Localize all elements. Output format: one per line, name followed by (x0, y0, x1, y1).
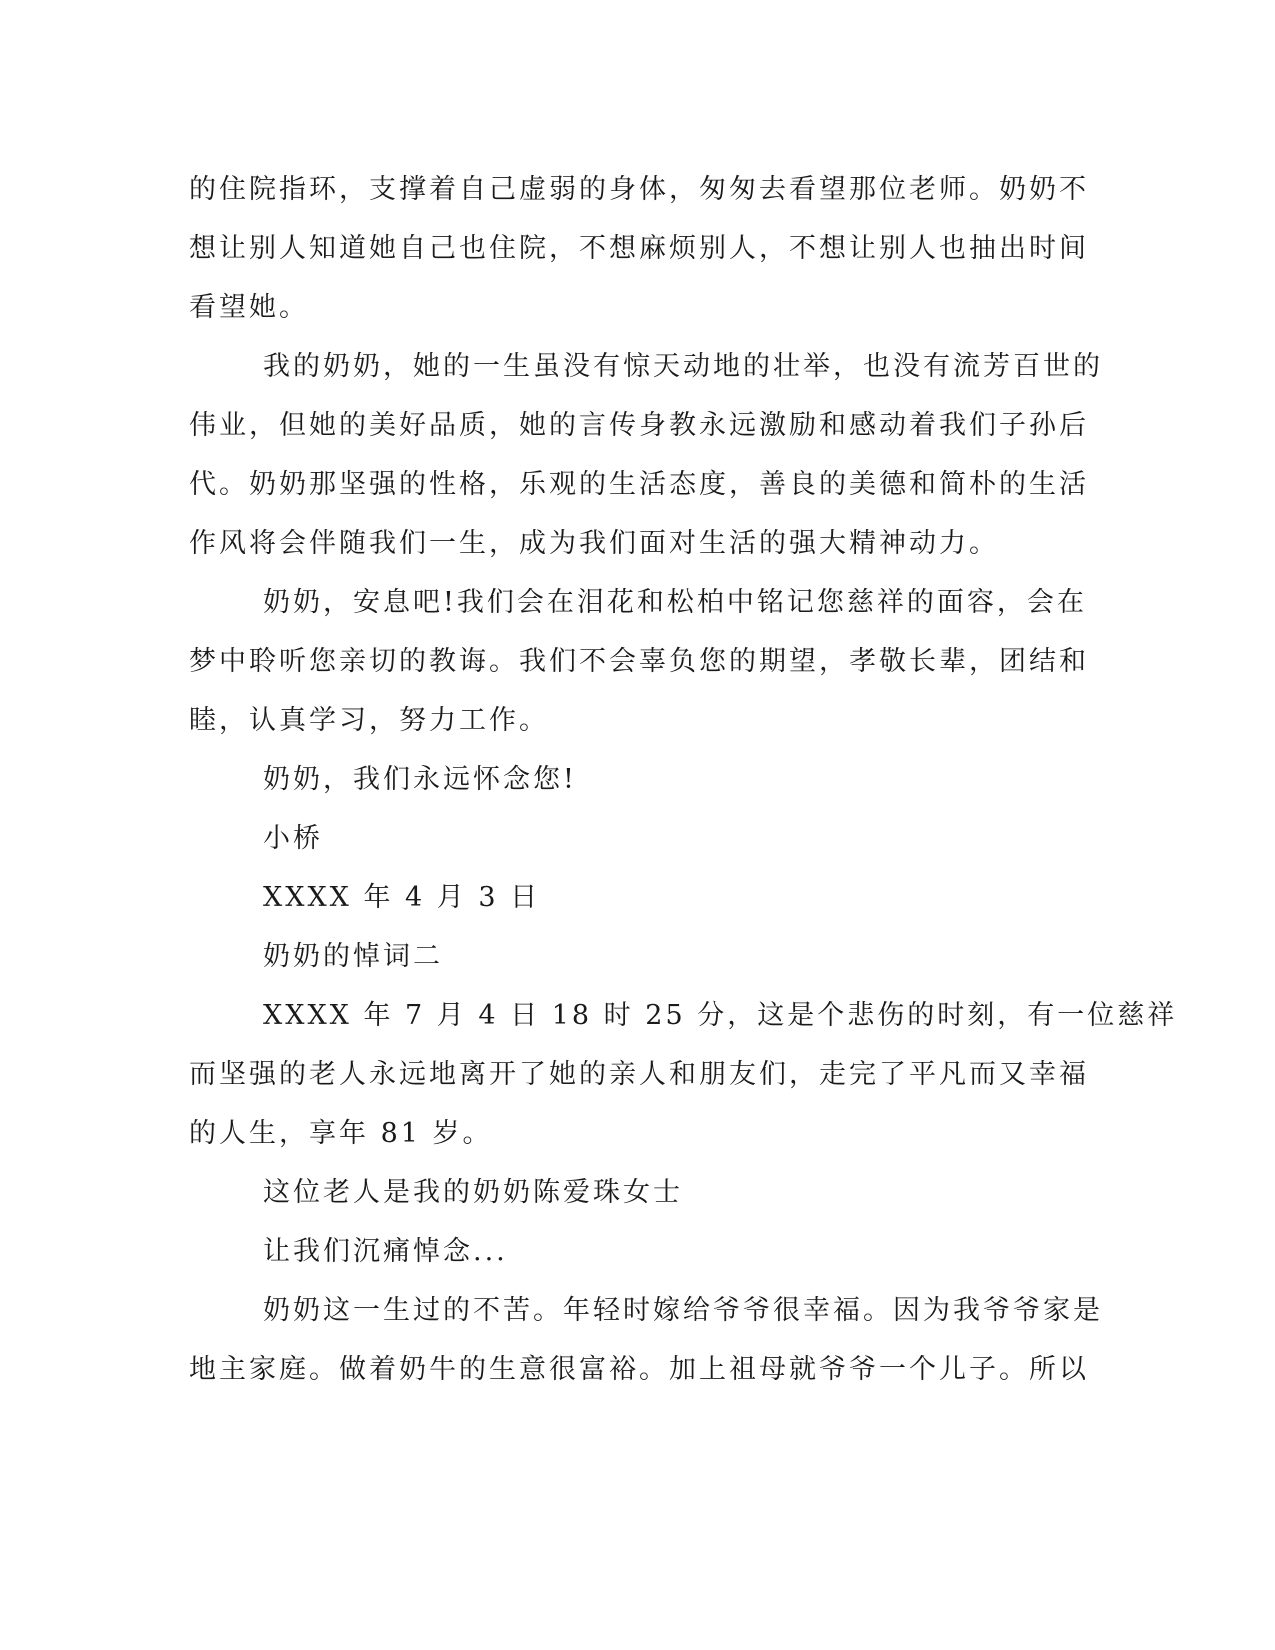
text-line: 作风将会伴随我们一生，成为我们面对生活的强大精神动力。 (189, 528, 999, 559)
section-title: 奶奶的悼词二 (263, 941, 443, 972)
paragraph-start: 我的奶奶，她的一生虽没有惊天动地的壮举，也没有流芳百世的 (263, 351, 1103, 382)
paragraph-start: 奶奶，安息吧!我们会在泪花和松柏中铭记您慈祥的面容，会在 (263, 587, 1087, 618)
closing-line: 奶奶，我们永远怀念您! (263, 764, 577, 795)
date-line: XXXX 年 4 月 3 日 (263, 882, 541, 913)
text-line: 伟业，但她的美好品质，她的言传身教永远激励和感动着我们子孙后 (189, 410, 1089, 441)
paragraph-start: 这位老人是我的奶奶陈爱珠女士 (263, 1177, 683, 1208)
text-line: 想让别人知道她自己也住院，不想麻烦别人，不想让别人也抽出时间 (189, 233, 1089, 264)
text-line: 的住院指环，支撑着自己虚弱的身体，匆匆去看望那位老师。奶奶不 (189, 174, 1089, 205)
text-line: 梦中聆听您亲切的教诲。我们不会辜负您的期望，孝敬长辈，团结和 (189, 646, 1089, 677)
paragraph-start: 奶奶这一生过的不苦。年轻时嫁给爷爷很幸福。因为我爷爷家是 (263, 1295, 1103, 1326)
text-line: 地主家庭。做着奶牛的生意很富裕。加上祖母就爷爷一个儿子。所以 (189, 1354, 1089, 1385)
paragraph-start: 让我们沉痛悼念... (263, 1236, 508, 1267)
paragraph-start: XXXX 年 7 月 4 日 18 时 25 分，这是个悲伤的时刻，有一位慈祥 (263, 1000, 1178, 1031)
signature: 小桥 (263, 823, 323, 854)
text-line: 代。奶奶那坚强的性格，乐观的生活态度，善良的美德和简朴的生活 (189, 469, 1089, 500)
text-line: 而坚强的老人永远地离开了她的亲人和朋友们，走完了平凡而又幸福 (189, 1059, 1089, 1090)
text-line: 的人生，享年 81 岁。 (189, 1118, 493, 1149)
text-line: 睦，认真学习，努力工作。 (189, 705, 549, 736)
text-line: 看望她。 (189, 292, 309, 323)
